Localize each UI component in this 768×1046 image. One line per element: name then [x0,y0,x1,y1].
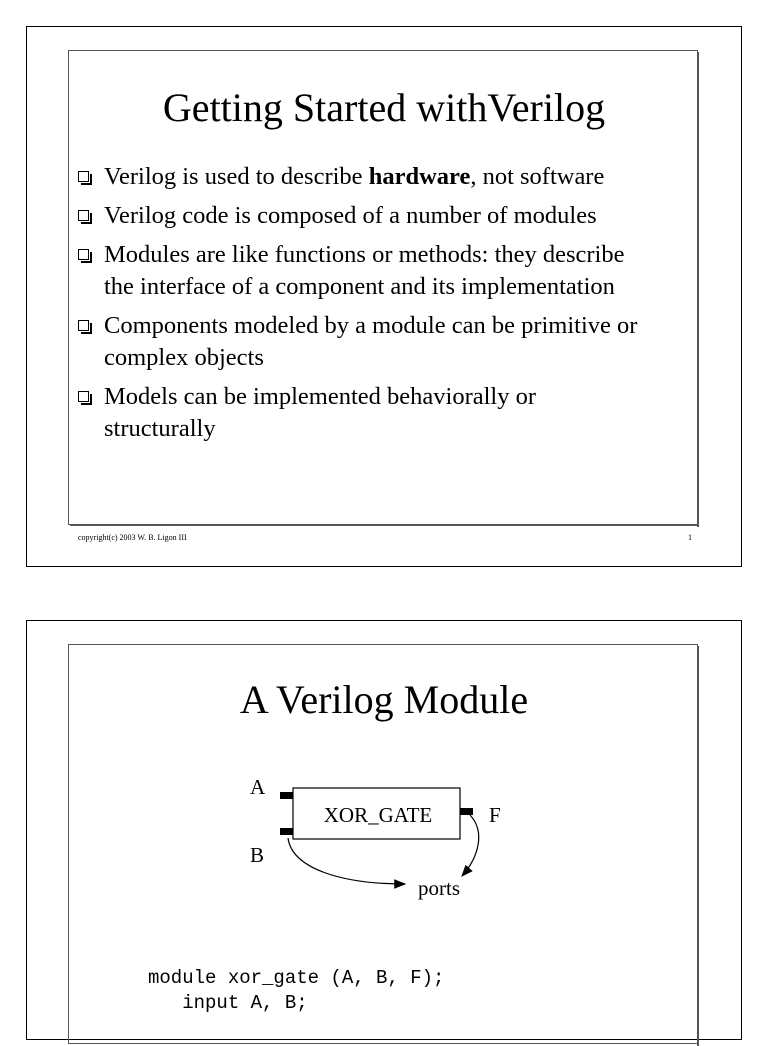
slide-2-title: A Verilog Module [239,677,529,722]
port-a-pin [280,792,293,799]
copyright-footer: copyright(c) 2003 W. B. Ligon III [78,533,187,542]
port-f-label: F [489,803,501,827]
xor-gate-label: XOR_GATE [323,803,433,827]
ports-label: ports [418,876,460,900]
code-line: input A, B; [148,992,308,1014]
slide-1-title: Getting Started withVerilog [162,85,606,130]
page-number: 1 [688,533,692,542]
verilog-code [148,966,444,1016]
port-b-pin [280,828,293,835]
bullet-item: Components modeled by a module can be primitive or complex objects [76,310,686,374]
port-a-label: A [250,775,266,799]
port-b-label: B [250,843,265,867]
arrow-b-to-ports [288,838,405,884]
arrow-f-to-ports [462,815,479,876]
bullet-item: Verilog code is composed of a number of modules [76,200,686,232]
bullet-item: Verilog is used to describe hardware, not software [76,161,686,193]
code-line: module xor_gate (A, B, F); [148,967,445,989]
bullet-item: Models can be implemented behaviorally or structurally [76,381,686,445]
bullet-item: Modules are like functions or methods: they describe the interface of a component and its implementation [76,239,686,303]
port-f-pin [460,808,473,815]
